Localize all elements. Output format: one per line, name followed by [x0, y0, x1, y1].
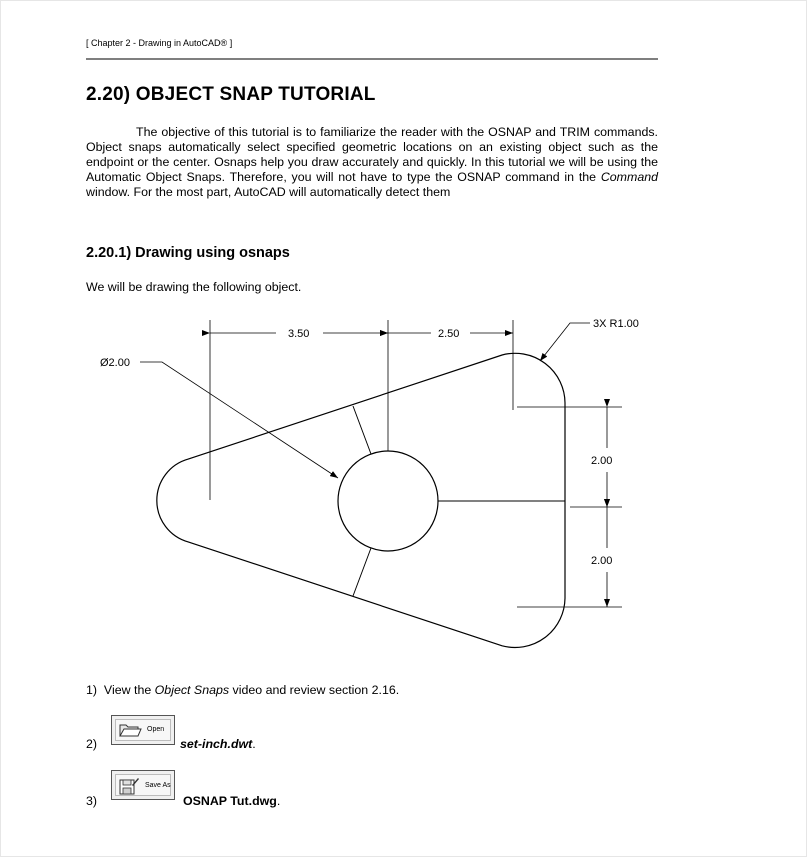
save-as-button-label: Save As	[145, 782, 171, 789]
template-file-period: .	[252, 737, 256, 751]
dim-2-00-upper: 2.00	[591, 455, 613, 467]
intro-paragraph	[86, 125, 658, 200]
intro-text-1: The objective of this tutorial is to familiarize the reader with the OSNAP and TRIM commands. Object snaps automatically select specified geometric locations on an existing object such as the endpoint or the center. Osnaps help you draw accurately and quickly. In this tutorial we will be using the Automatic Object Snaps. Therefore, you will not have to type the OSNAP command in the	[86, 125, 658, 184]
section-title: 2.20) OBJECT SNAP TUTORIAL	[86, 84, 376, 105]
dim-2-50: 2.50	[438, 328, 460, 340]
step-1	[86, 683, 399, 697]
folder-open-icon	[118, 721, 142, 739]
step-1-text-end: video and review section 2.16.	[229, 683, 400, 697]
intro-text-2: window. For the most part, AutoCAD will automatically detect them	[86, 185, 451, 199]
intro-italic-command: Command	[600, 170, 658, 184]
template-file: set-inch.dwt	[180, 737, 253, 751]
step-1-text: View the	[103, 683, 155, 697]
save-as-icon	[118, 776, 140, 796]
open-button-label: Open	[147, 726, 165, 733]
save-as-button[interactable]	[111, 770, 175, 800]
dim-diameter: Ø2.00	[100, 357, 130, 369]
subsection-title: 2.20.1) Drawing using osnaps	[86, 245, 290, 261]
drawing-file: OSNAP Tut.dwg	[183, 794, 277, 808]
dim-2-00-lower: 2.00	[591, 555, 613, 567]
step-3-number: 3)	[86, 794, 98, 808]
step-1-number: 1)	[86, 683, 98, 697]
chapter-header: [ Chapter 2 - Drawing in AutoCAD® ]	[86, 38, 233, 48]
step-1-italic: Object Snaps	[154, 683, 230, 697]
subsection-lead: We will be drawing the following object.	[86, 280, 302, 294]
drawing-filename	[183, 794, 280, 808]
drawing-file-period: .	[276, 794, 281, 808]
open-button[interactable]	[111, 715, 175, 745]
step-2-number: 2)	[86, 737, 98, 751]
dim-radius: 3X R1.00	[593, 318, 639, 330]
template-filename	[180, 737, 256, 751]
dim-3-50: 3.50	[288, 328, 310, 340]
header-divider	[86, 58, 658, 60]
